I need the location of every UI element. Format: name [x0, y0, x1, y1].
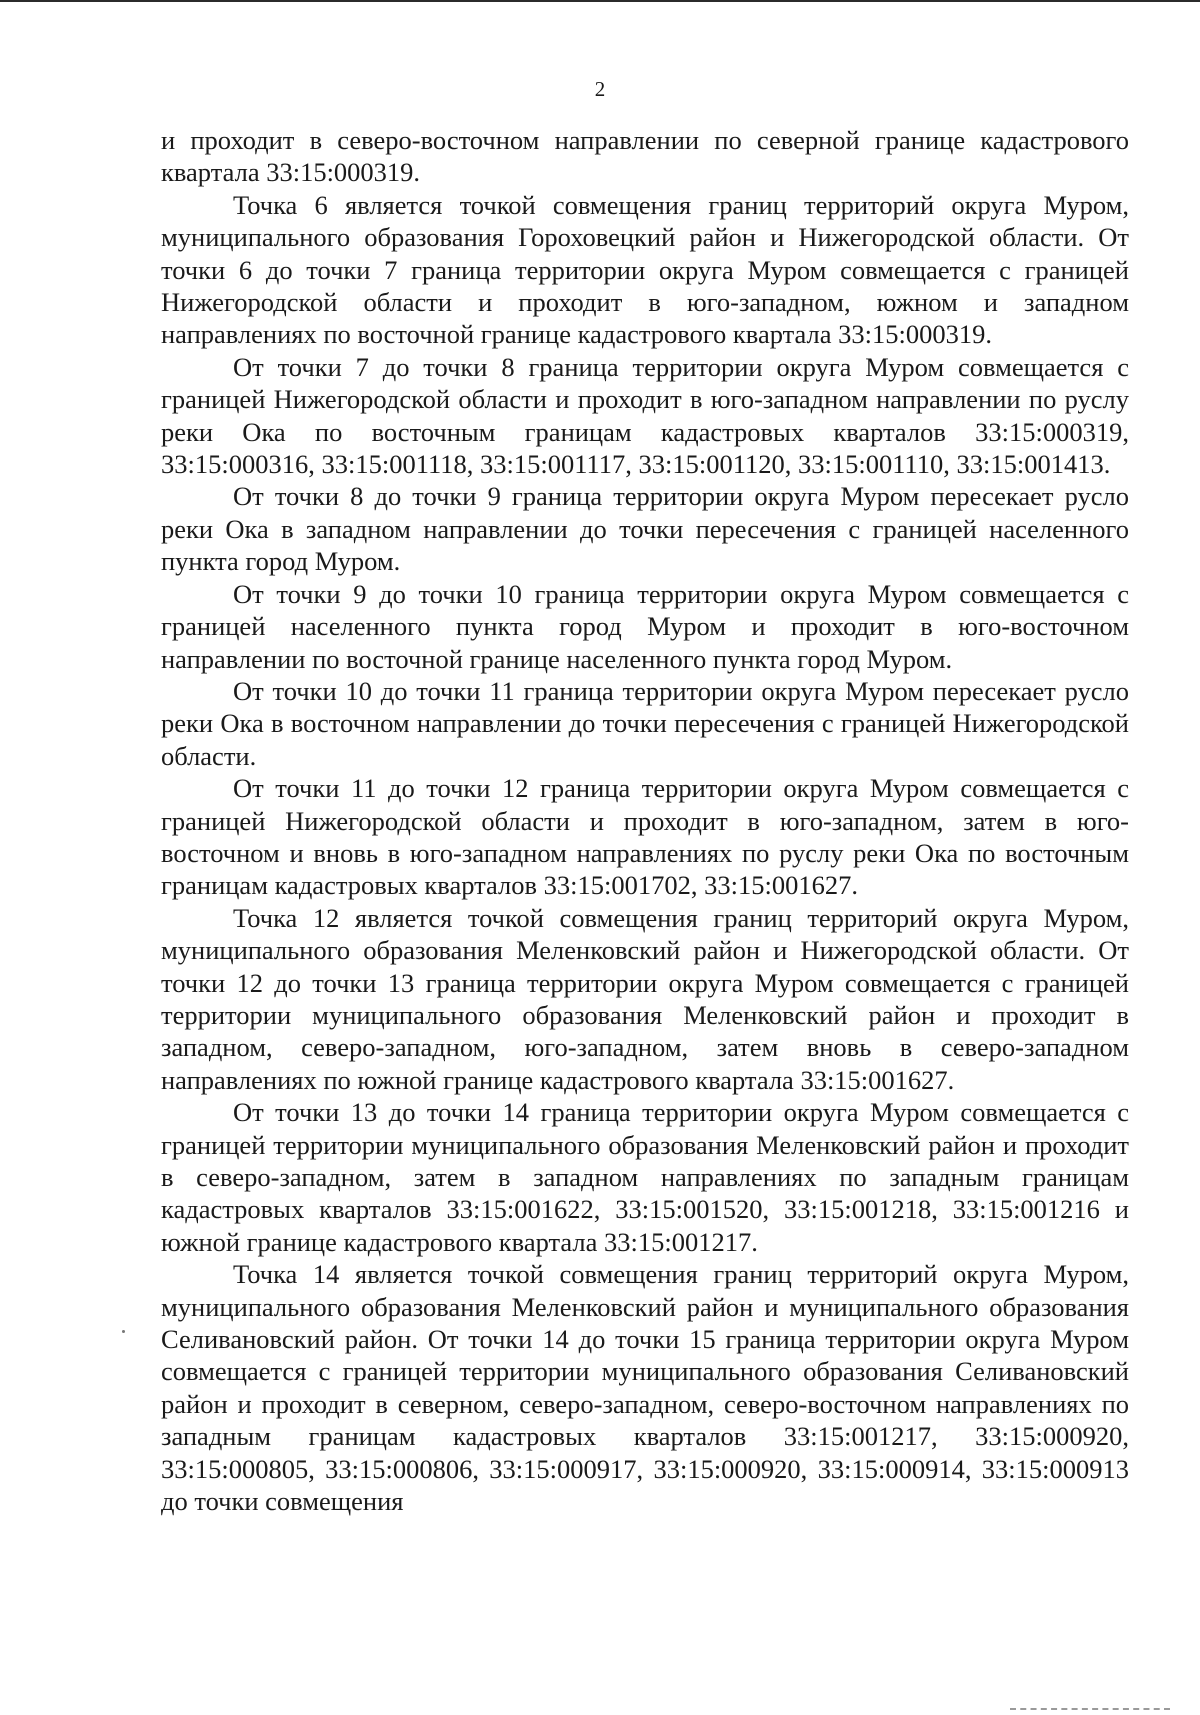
paragraph-point-7: От точки 7 до точки 8 граница территории округа Муром совмещается с границей Нижегородской области и проходит в юго-западном направлении по руслу реки Ока по восточным границам кадастровых кварталов 33:15:000319, 33:15:000316, 33:15:001118, 33:15:001117, 33:15:001120, 33:15:001110, 33:15:001413.	[161, 351, 1129, 480]
scan-speck	[122, 1330, 125, 1333]
paragraph-point-9: От точки 9 до точки 10 граница территории округа Муром совмещается с границей населенного пункта город Муром и проходит в юго-восточном направлении по восточной границе населенного пункта город Муром.	[161, 578, 1129, 674]
paragraph-point-13: От точки 13 до точки 14 граница территории округа Муром совмещается с границей территории муниципального образования Меленковский район и проходит в северо-западном, затем в западном направлениях по западным границам кадастровых кварталов 33:15:001622, 33:15:001520, 33:15:001218, 33:15:001216 и южной границе кадастрового квартала 33:15:001217.	[161, 1097, 1129, 1257]
page-number: 2	[594, 77, 606, 101]
paragraph-continuation: и проходит в северо-восточном направлении по северной границе кадастрового квартала 33:15:000319.	[161, 125, 1129, 188]
paragraph-point-14: Точка 14 является точкой совмещения границ территорий округа Муром, муниципального образования Меленковский район и муниципального образования Селивановский район. От точки 14 до точки 15 граница территории округа Муром совмещается с границей территории муниципального образования Селивановский район и проходит в северном, северо-западном, северо-восточном направлениях по западным границам кадастровых кварталов 33:15:001217, 33:15:000920, 33:15:000805, 33:15:000806, 33:15:000917, 33:15:000920, 33:15:000914, 33:15:000913 до точки совмещения	[161, 1259, 1129, 1517]
bottom-edge-mark	[1010, 1708, 1170, 1713]
paragraph-point-6: Точка 6 является точкой совмещения границ территорий округа Муром, муниципального образования Гороховецкий район и Нижегородской области. От точки 6 до точки 7 граница территории округа Муром совмещается с границей Нижегородской области и проходит в юго-западном, южном и западном направлениях по восточной границе кадастрового квартала 33:15:000319.	[161, 189, 1129, 350]
paragraph-point-11: От точки 11 до точки 12 граница территории округа Муром совмещается с границей Нижегородской области и проходит в юго-западном, затем в юго-восточном и вновь в юго-западном направлениях по руслу реки Ока по восточным границам кадастровых кварталов 33:15:001702, 33:15:001627.	[161, 773, 1129, 901]
paragraph-point-10: От точки 10 до точки 11 граница территории округа Муром пересекает русло реки Ока в восточном направлении до точки пересечения с границей Нижегородской области.	[161, 675, 1129, 771]
top-border-line	[0, 0, 1200, 2]
paragraph-point-8: От точки 8 до точки 9 граница территории округа Муром пересекает русло реки Ока в западном направлении до точки пересечения с границей населенного пункта город Муром.	[161, 481, 1129, 577]
paragraph-point-12: Точка 12 является точкой совмещения границ территорий округа Муром, муниципального образования Меленковский район и Нижегородской области. От точки 12 до точки 13 граница территории округа Муром совмещается с границей территории муниципального образования Меленковский район и проходит в западном, северо-западном, юго-западном, затем вновь в северо-западном направлениях по южной границе кадастрового квартала 33:15:001627.	[161, 902, 1129, 1095]
document-body	[161, 124, 1129, 1517]
